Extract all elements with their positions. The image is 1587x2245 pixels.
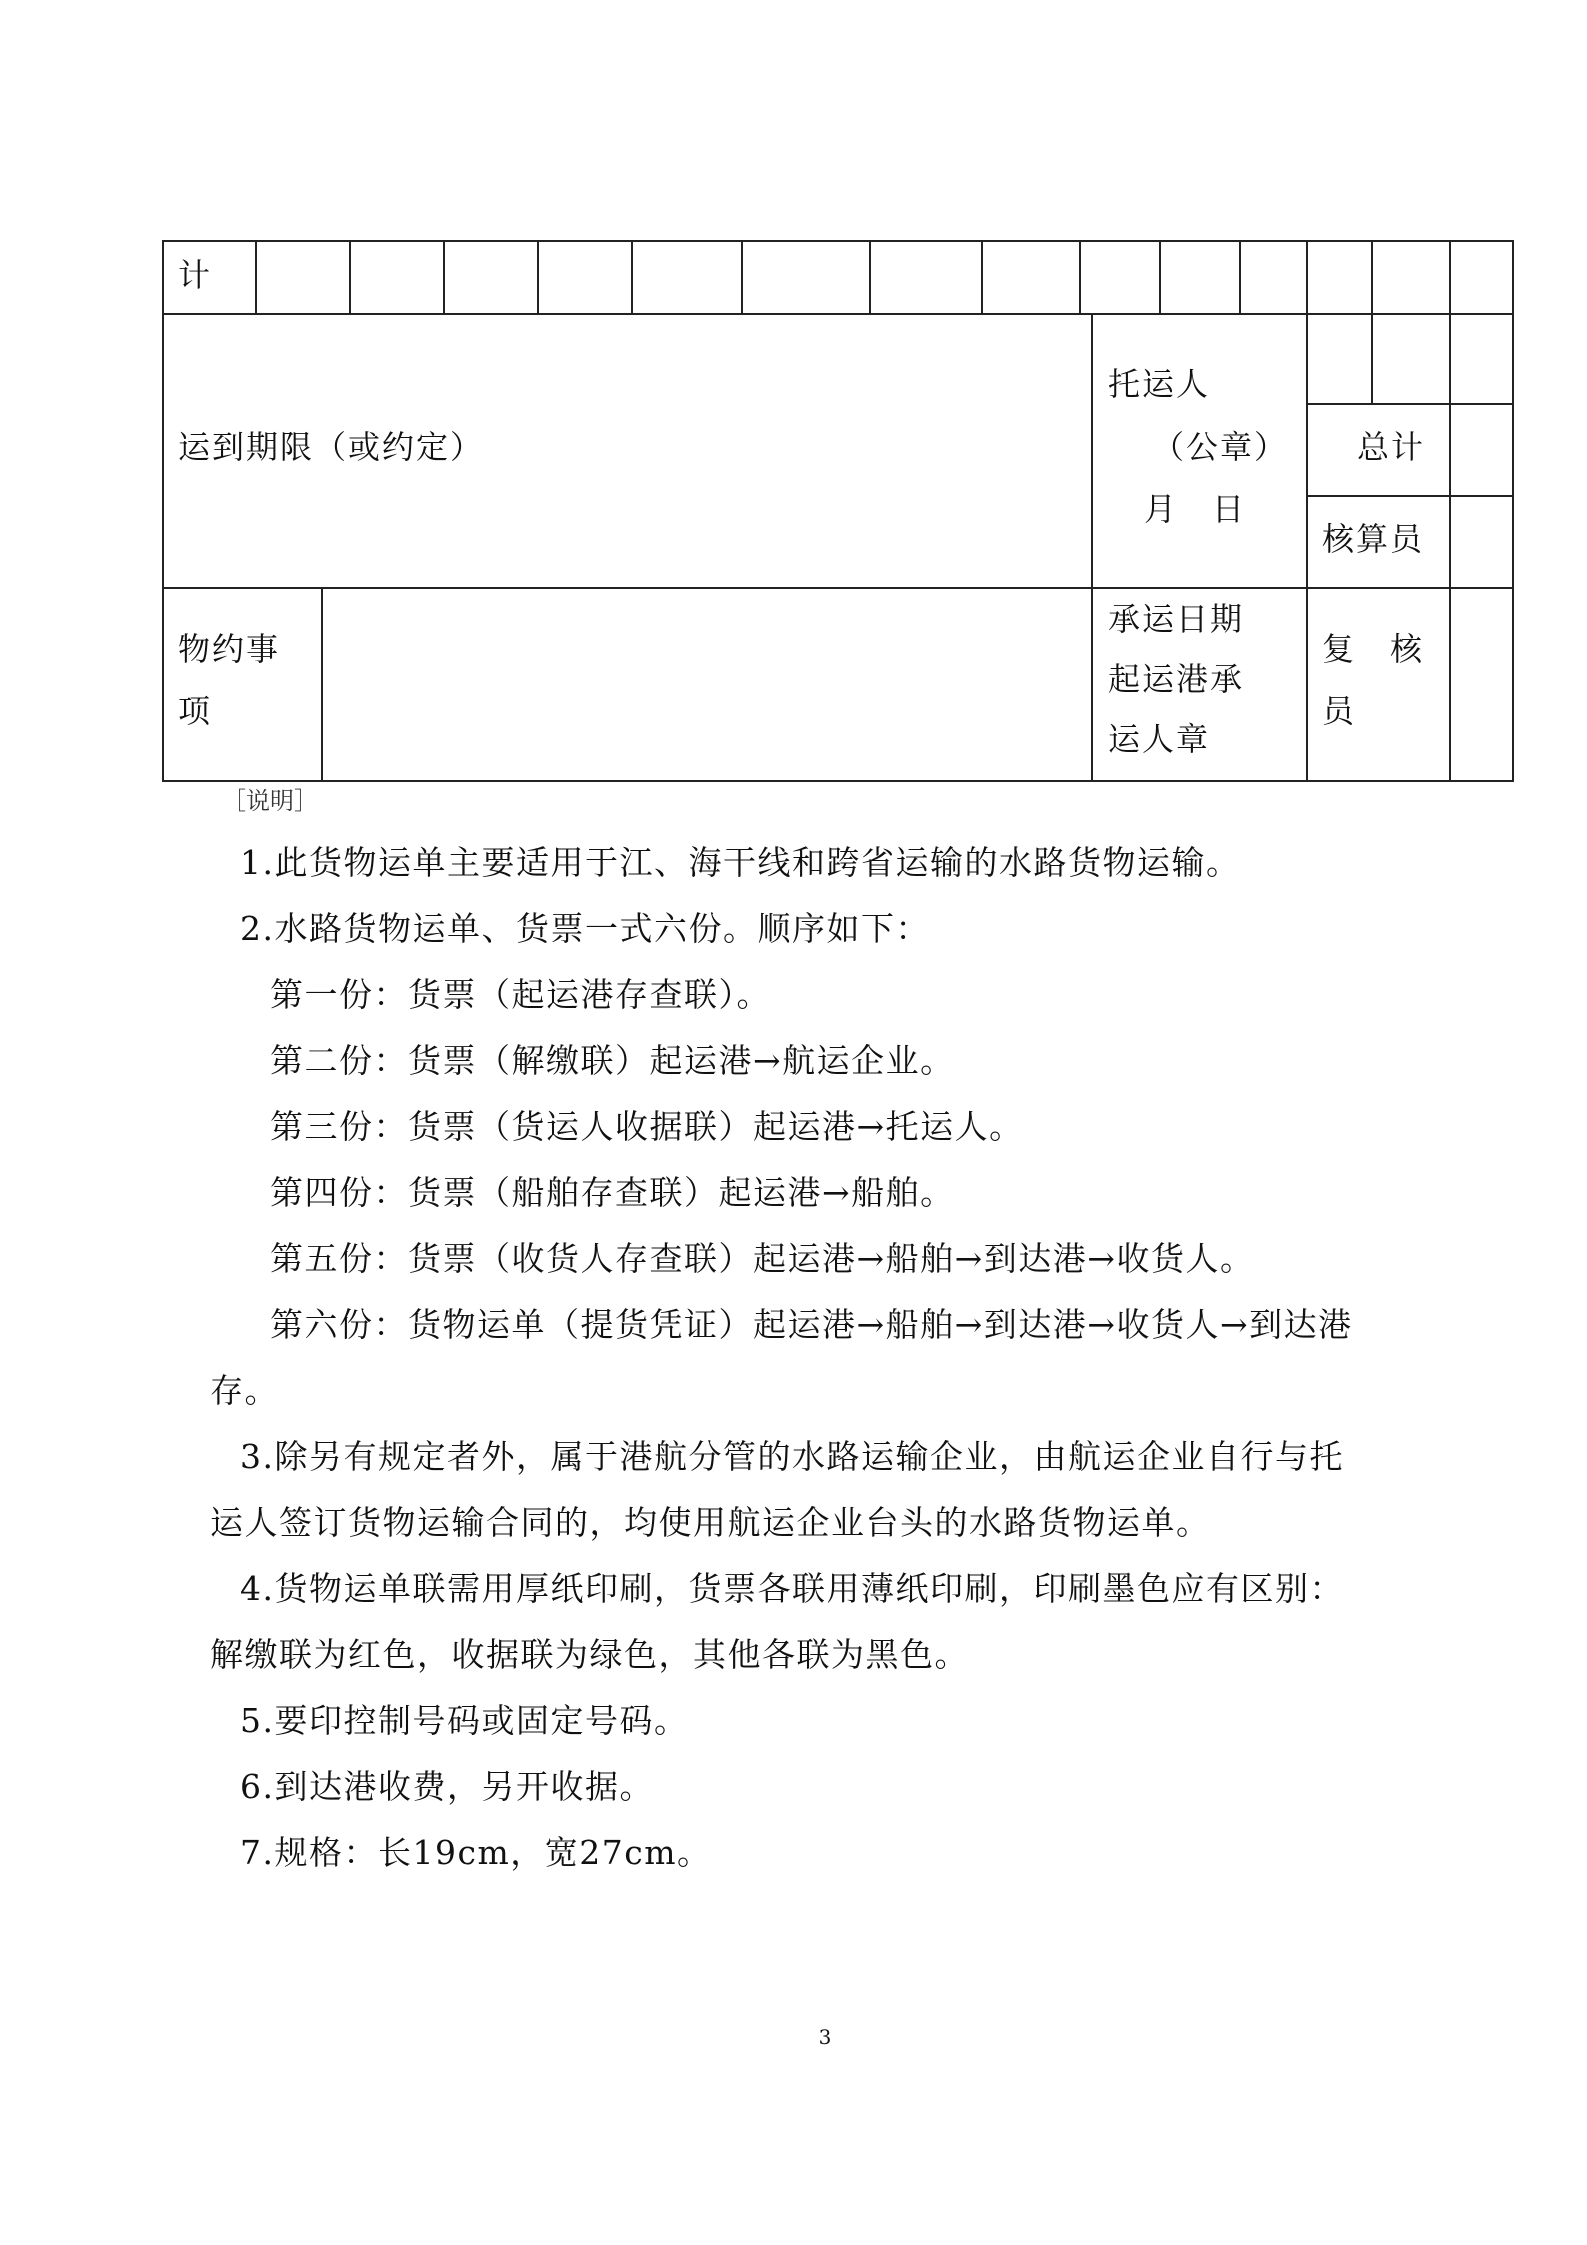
waybill-form-table xyxy=(162,240,1514,782)
table-grid xyxy=(162,240,1514,782)
carrier-date-label: 承运日期 xyxy=(1108,600,1245,638)
note-line: 5.要印控制号码或固定号码。 xyxy=(240,1701,689,1740)
note-line: 存。 xyxy=(210,1371,279,1410)
total-row-label: 计 xyxy=(178,256,213,294)
note-line: 第六份：货物运单（提货凭证）起运港→船舶→到达港→收货人→到达港 xyxy=(270,1305,1353,1344)
shipper-date-label: 月 日 xyxy=(1144,490,1247,528)
reviewer-label-line1: 复 核 xyxy=(1322,630,1425,668)
note-line: 第三份：货票（货运人收据联）起运港→托运人。 xyxy=(270,1107,1024,1146)
reviewer-label-line2: 员 xyxy=(1322,692,1357,730)
note-line: 第一份：货票（起运港存查联）。 xyxy=(270,975,771,1014)
table-border xyxy=(163,241,1513,781)
note-line: 解缴联为红色，收据联为绿色，其他各联为黑色。 xyxy=(210,1635,969,1674)
note-line: 4.货物运单联需用厚纸印刷，货票各联用薄纸印刷，印刷墨色应有区别： xyxy=(240,1569,1344,1608)
special-terms-label-line2: 项 xyxy=(178,692,213,730)
note-line: 运人签订货物运输合同的，均使用航运企业台头的水路货物运单。 xyxy=(210,1503,1211,1542)
note-line: 7.规格：长19cm，宽27cm。 xyxy=(240,1833,712,1872)
special-terms-label-line1: 物约事 xyxy=(178,630,281,668)
note-line: 第二份：货票（解缴联）起运港→航运企业。 xyxy=(270,1041,955,1080)
note-line: 3.除另有规定者外，属于港航分管的水路运输企业，由航运企业自行与托 xyxy=(240,1437,1344,1476)
shipper-seal-label: （公章） xyxy=(1152,428,1289,466)
shipper-label: 托运人 xyxy=(1108,365,1211,403)
note-line: 第四份：货票（船舶存查联）起运港→船舶。 xyxy=(270,1173,955,1212)
notes-title: ［说明］ xyxy=(222,787,318,815)
note-line: 1.此货物运单主要适用于江、海干线和跨省运输的水路货物运输。 xyxy=(240,843,1241,882)
note-line: 2.水路货物运单、货票一式六份。顺序如下： xyxy=(240,909,930,948)
carrier-seal-label: 运人章 xyxy=(1108,720,1211,758)
carrier-port-label: 起运港承 xyxy=(1108,660,1245,698)
note-line: 第五份：货票（收货人存查联）起运港→船舶→到达港→收货人。 xyxy=(270,1239,1255,1278)
page-number: 3 xyxy=(818,2025,832,2049)
note-line: 6.到达港收费，另开收据。 xyxy=(240,1767,654,1806)
accountant-label: 核算员 xyxy=(1322,520,1425,558)
delivery-deadline-label: 运到期限（或约定） xyxy=(178,428,485,466)
grand-total-label: 总计 xyxy=(1357,428,1426,466)
